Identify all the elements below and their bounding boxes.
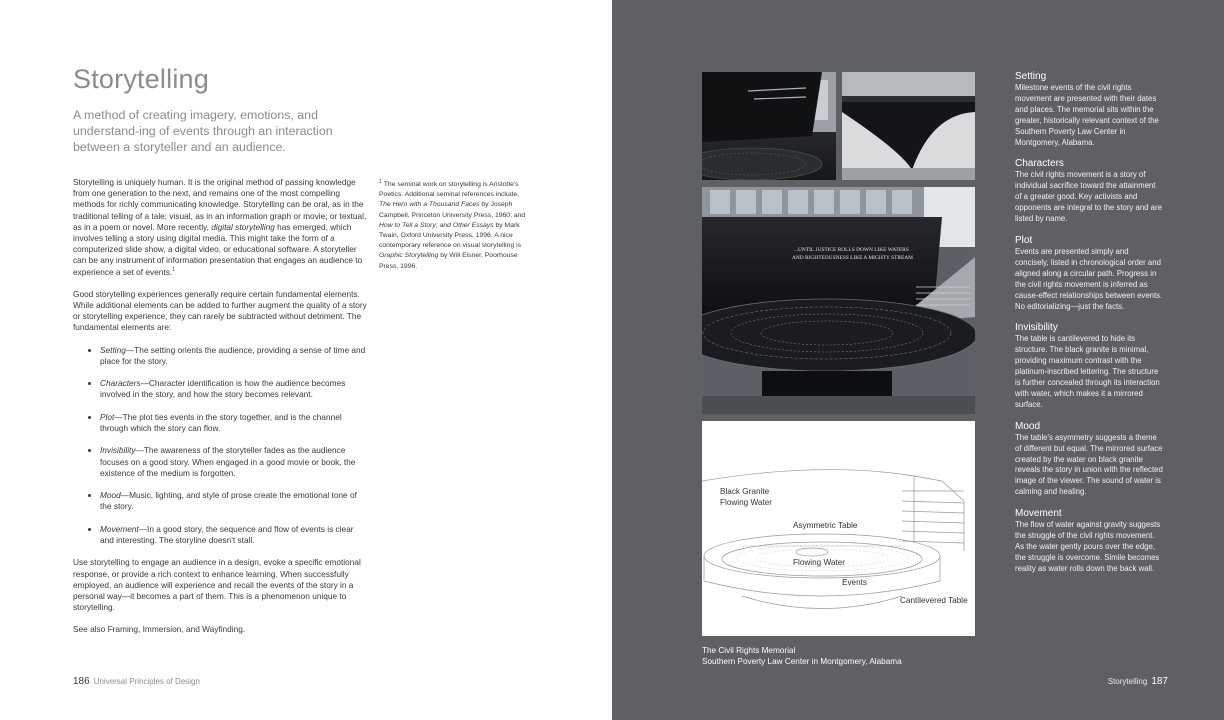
body-text bbox=[73, 177, 368, 647]
sidebar-heading: Mood bbox=[1015, 420, 1041, 432]
list-item-term: Setting bbox=[100, 344, 126, 355]
sidebar-item-mood bbox=[1015, 421, 1163, 498]
see-also: See also Framing, Immersion, and Wayfinding. bbox=[73, 624, 246, 635]
list-item bbox=[100, 490, 368, 512]
page-folio-left bbox=[73, 676, 200, 687]
photo-quote-line1: ...UNTIL JUSTICE ROLLS DOWN LIKE WATERS bbox=[794, 247, 909, 253]
sidebar-item-movement bbox=[1015, 508, 1163, 575]
sidebar-text: Events are presented simply and concisely, listed in chronological order and aligned along a circular path. Progress in the civil rights movement is inferred as cause-effect relationships between events. No editorializing—just the facts. bbox=[1015, 246, 1163, 311]
list-item bbox=[100, 378, 368, 400]
list-item-text: —Music, lighting, and style of prose create the emotional tone of the story. bbox=[100, 490, 357, 512]
footnote-number: 1 bbox=[379, 178, 382, 185]
elements-list bbox=[73, 345, 368, 547]
memorial-photo-wall bbox=[702, 72, 836, 180]
list-item-text: —The setting orients the audience, providing a sense of time and place for the story. bbox=[100, 344, 366, 366]
label-cantilevered-table: Cantilevered Table bbox=[900, 596, 968, 605]
sidebar-heading: Setting bbox=[1015, 71, 1047, 82]
book-title: Universal Principles of Design bbox=[93, 677, 200, 686]
memorial-photo-main bbox=[702, 187, 975, 414]
sidebar-text: The table's asymmetry suggests a theme of different but equal. The mirrored surface created by the water on black granite reveals the story in union with the reflected image of the viewer. The sound of water is calming and healing. bbox=[1015, 432, 1163, 497]
caption-line1: The Civil Rights Memorial bbox=[702, 646, 796, 655]
chapter-title: Storytelling bbox=[1107, 677, 1148, 686]
memorial-diagram bbox=[702, 421, 975, 636]
list-item bbox=[100, 524, 368, 546]
intro-text-a: Storytelling is uniquely human. It is the original method of passing knowledge from one generation to the next, and remains one of the most compelling methods for richly communicating knowledge. Storytelling can be oral, as in the traditional telling of a tale; visual, as in an information graph or movie; or textual, as in a poem or novel. More recently, bbox=[73, 177, 367, 232]
sidebar-item-setting bbox=[1015, 71, 1163, 148]
list-item-term: Plot bbox=[100, 411, 115, 422]
footnote-title: Graphic Storytelling bbox=[379, 252, 439, 260]
caption-line2: Southern Poverty Law Center in Montgomery, Alabama bbox=[702, 657, 902, 666]
list-item-text: —The plot ties events in the story together, and is the channel through which the story can flow. bbox=[100, 411, 342, 434]
footnote-title: How to Tell a Story; and Other Essays bbox=[379, 221, 494, 229]
footnote-text: The seminal work on storytelling is Aristotle's Poetics. Additional seminal references include, bbox=[379, 181, 520, 199]
label-flowing-water-1: Flowing Water bbox=[720, 498, 773, 507]
sidebar-annotations bbox=[1015, 71, 1163, 585]
footnote-text: by Joseph Campbell, Princeton University Press, 1960; and bbox=[379, 201, 526, 219]
page-title: Storytelling bbox=[73, 64, 209, 94]
label-black-granite: Black Granite bbox=[720, 487, 770, 496]
label-flowing-water-2: Flowing Water bbox=[793, 558, 846, 567]
label-asymmetric-table: Asymmetric Table bbox=[793, 521, 858, 530]
list-item bbox=[100, 345, 368, 367]
page-folio-right bbox=[1108, 676, 1168, 687]
list-item-text: —Character identification is how the audience becomes involved in the story, and how the story becomes relevant. bbox=[100, 378, 346, 400]
sidebar-item-plot bbox=[1015, 235, 1163, 312]
label-events: Events bbox=[842, 578, 868, 587]
footnote-title: The Hero with a Thousand Faces bbox=[379, 201, 480, 209]
list-item-term: Invisibility bbox=[100, 445, 136, 456]
page-number: 187 bbox=[1151, 676, 1168, 687]
elements-paragraph: Good storytelling experiences generally require certain fundamental elements. While additional elements can be added to further augment the quality of a story or storytelling experience, they can rarely be subtracted without detriment. The fundamental elements are: bbox=[73, 288, 367, 333]
figure-caption bbox=[702, 645, 902, 667]
sidebar-text: The flow of water against gravity suggests the struggle of the civil rights movement. As the water gently pours over the edge, the struggle is overcome. Simile becomes reality as water rolls down the back wall. bbox=[1015, 520, 1161, 573]
list-item bbox=[100, 445, 368, 479]
photo-quote-line2: AND RIGHTEOUSNESS LIKE A MIGHTY STREAM bbox=[792, 255, 913, 261]
footnote-text: by Will Eisner, Poorhouse Press, 1996. bbox=[379, 252, 518, 270]
page-number: 186 bbox=[73, 676, 90, 687]
sidebar-text: Milestone events of the civil rights movement are presented with their dates and places. The memorial sits within the greater, historically relevant context of the Southern Poverty Law Center in Montgomery, Alabama. bbox=[1015, 83, 1159, 147]
intro-paragraph bbox=[73, 177, 368, 278]
sidebar-item-characters bbox=[1015, 158, 1163, 225]
list-item-term: Characters bbox=[100, 378, 141, 389]
intro-emphasis: digital storytelling bbox=[211, 221, 275, 232]
sidebar-heading: Plot bbox=[1015, 234, 1033, 246]
sidebar-text: The civil rights movement is a story of individual sacrifice toward the attainment of a greater good. Key activists and opponents are integral to the story and are listed by name. bbox=[1015, 170, 1162, 224]
memorial-photo-table bbox=[842, 72, 975, 180]
sidebar-text: The table is cantilevered to hide its structure. The black granite is minimal, providing maximum contrast with the platinum-inscribed lettering. The structure is further concealed through its interaction with water, which makes it a mirrored surface. bbox=[1015, 334, 1160, 409]
sidebar-heading: Characters bbox=[1015, 158, 1064, 170]
sidebar-heading: Movement bbox=[1015, 508, 1062, 520]
intro-text-b: has emerged, which involves telling a story using digital media. This might take the form of a computerized slide show, a digital video, or educational software. A storyteller can be any instrument of information presentation that engages an audience to experience a set of events. bbox=[73, 221, 363, 277]
list-item-text: —The awareness of the storyteller fades as the audience focuses on a good story. When engaged in a good movie or book, the existence of the medium is forgotten. bbox=[100, 445, 356, 478]
list-item-term: Mood bbox=[100, 490, 121, 501]
footnote-text: by Mark Twain, Oxford University Press, 1996. A nice contemporary reference on visual storytelling is bbox=[379, 221, 522, 250]
page-subtitle: A method of creating imagery, emotions, and understand-ing of events through an interaction between a storyteller and an audience. bbox=[73, 108, 333, 154]
list-item-text: —In a good story, the sequence and flow of events is clear and interesting. The storyline doesn't stall. bbox=[100, 523, 354, 546]
footnote-ref: 1 bbox=[172, 266, 175, 273]
usage-paragraph: Use storytelling to engage an audience in a design, evoke a specific emotional response, or provide a rich context to enhance learning. When successfully employed, an audience will experience and recall the events of the story in a personal way—it becomes a part of them. This is a phenomenon unique to storytelling. bbox=[73, 557, 361, 613]
list-item-term: Movement bbox=[100, 523, 139, 534]
sidebar-heading: Invisibility bbox=[1015, 322, 1058, 334]
sidebar-item-invisibility bbox=[1015, 322, 1163, 410]
list-item bbox=[100, 412, 368, 434]
footnote bbox=[379, 180, 529, 272]
